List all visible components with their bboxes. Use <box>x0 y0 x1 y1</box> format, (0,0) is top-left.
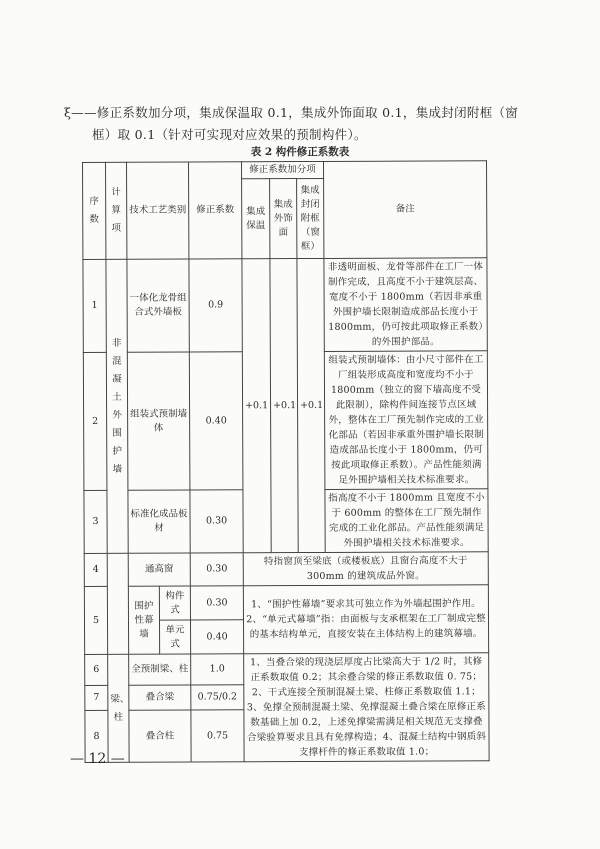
row-note: 非透明面板、龙骨等部件在工厂一体制作完成，且高度不小于建筑层高、宽度不小于 1800mm（若因非承重外围护墙长限制造成部品长度小于 1800mm，仍可按此项取修正系数）的外围护部品。 <box>324 258 487 352</box>
row-seq: 3 <box>84 490 107 553</box>
bonus-insulation-value: +0.1 <box>242 259 271 553</box>
row-note: 特指窗顶至梁底（或楼板底）且窗台高度不大于 300mm 的建筑成品外窗。 <box>243 552 488 586</box>
row-coef: 1.0 <box>191 654 244 685</box>
table-row <box>84 552 488 587</box>
header-calc-item: 计算项 <box>106 162 127 259</box>
row-note: 组装式预制墙体：由小尺寸部件在工厂组装形成高度和宽度均不小于 1800mm（独立的窗下墙高度不受此限制），除构件间连接节点区域外，整体在工厂预先制作完成的工业化部品（若因非承重外围护墙长限制造成部品长度小于 1800mm，仍可按此项取修正系数）。产品性能须满足外围护墙相关技术标准要求。 <box>324 351 488 490</box>
row-type: 叠合梁 <box>129 685 191 710</box>
row-type: 叠合柱 <box>129 710 191 762</box>
row-coef: 0.30 <box>190 553 243 586</box>
bonus-facade-value: +0.1 <box>270 259 298 553</box>
row-subtype: 构件式 <box>159 586 190 620</box>
row-coef: 0.75 <box>191 710 244 762</box>
header-bonus-facade: 集成外饰面 <box>270 179 297 259</box>
curtain-wall-group: 围护性幕墙 <box>128 586 159 654</box>
row-seq: 6 <box>85 654 108 685</box>
row-coef: 0.75/0.2 <box>191 685 244 710</box>
correction-coefficient-table <box>82 160 490 763</box>
row-coef: 0.9 <box>189 259 242 352</box>
row-type: 组装式预制墙体 <box>127 352 190 490</box>
row-type: 标准化成品板材 <box>128 490 190 553</box>
row-seq: 7 <box>85 686 108 711</box>
page-number: — 12 — <box>70 751 125 767</box>
table-row <box>85 653 489 686</box>
group-wall: 非混凝土外围护墙 <box>106 259 128 553</box>
row-coef: 0.30 <box>190 490 243 553</box>
header-tech-type: 技术工艺类别 <box>127 162 189 259</box>
header-bonus-frame: 集成封闭附框（窗框） <box>297 178 324 258</box>
header-seq: 序数 <box>83 162 106 259</box>
header-bonus-group: 修正系数加分项 <box>242 161 324 178</box>
row-seq: 5 <box>84 586 107 654</box>
row-note: 指高度不小于 1800mm 且宽度不小于 600mm 的整体在工厂预先制作完成的工业化部品。产品性能须满足外围护墙相关技术标准要求。 <box>325 489 488 553</box>
row-type: 一体化龙骨组合式外墙板 <box>127 259 189 352</box>
bonus-frame-value: +0.1 <box>297 258 325 552</box>
intro-line-1: ξ——修正系数加分项，集成保温取 0.1，集成外饰面取 0.1，集成封闭附框（窗 <box>64 105 519 120</box>
header-coef: 修正系数 <box>189 162 242 259</box>
intro-line-2: 框）取 0.1（针对可实现对应效果的预制构件）。 <box>92 127 367 142</box>
table-caption: 表 2 构件修正系数表 <box>250 146 350 158</box>
row-note: 1、“围护性幕墙”要求其可独立作为外墙起围护作用。2、“单元式幕墙”指：由面板与支承框架在工厂制成完整的基本结构单元，直接安装在主体结构上的建筑幕墙。 <box>243 585 488 654</box>
group-wall-continued <box>107 553 128 654</box>
beam-note: 1、当叠合梁的现浇层厚度占比梁高大于 1/2 时，其修正系数取值 0.2；其余叠合梁的修正系数取值 0. 75；2、干式连接全预制混凝土梁、柱修正系数取值 1.1；3、免撑全预制混凝土梁、免撑混凝土叠合梁在原修正系数基础上加 0.2，上述免撑梁需满足相关规范无支撑叠合梁验算要求且具有免撑构造；4、混凝土结构中钢质斜支撑杆件的修正系数取值 1.0； <box>244 653 490 762</box>
row-seq: 4 <box>84 553 107 586</box>
table-row <box>84 585 488 621</box>
row-coef: 0.40 <box>191 620 244 654</box>
row-seq: 2 <box>83 352 107 490</box>
row-coef: 0.30 <box>190 586 243 620</box>
row-coef: 0.40 <box>189 352 243 490</box>
header-note: 备注 <box>324 161 487 259</box>
row-subtype: 单元式 <box>159 620 190 654</box>
row-seq: 8 <box>85 710 108 762</box>
header-bonus-insulation: 集成保温 <box>242 179 270 259</box>
group-beam: 梁、柱 <box>108 654 129 762</box>
row-seq: 1 <box>83 259 106 352</box>
row-type: 通高窗 <box>128 553 190 586</box>
table-row <box>83 258 487 353</box>
row-type: 全预制梁、柱 <box>129 654 191 685</box>
